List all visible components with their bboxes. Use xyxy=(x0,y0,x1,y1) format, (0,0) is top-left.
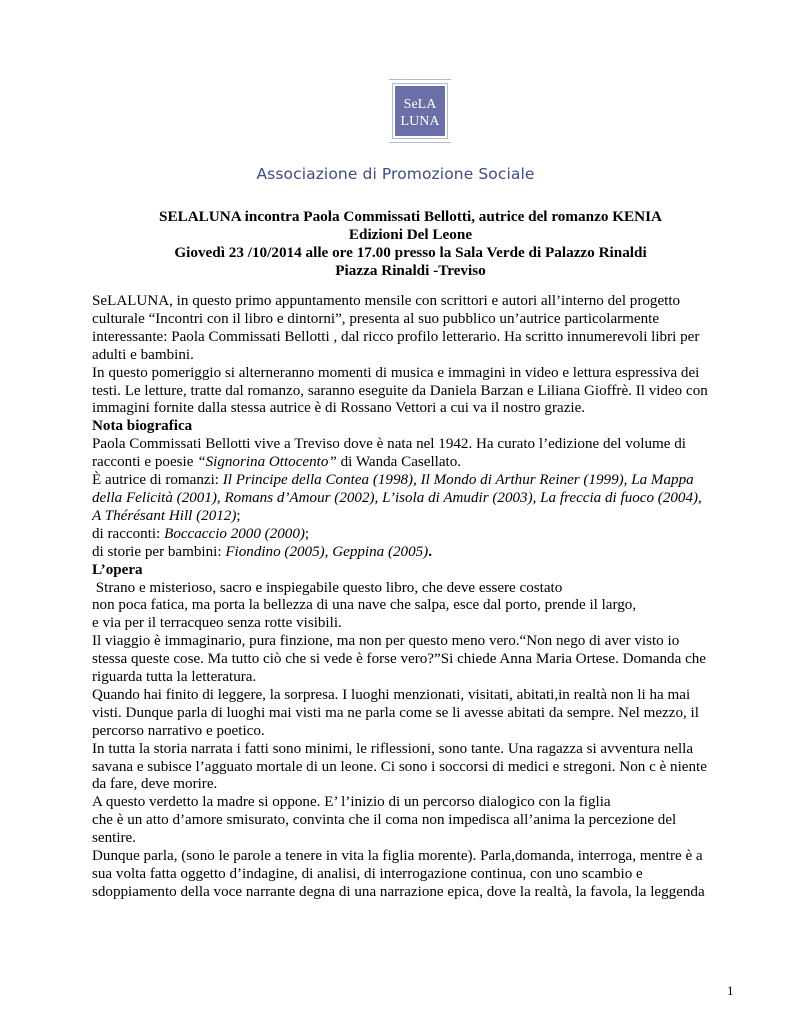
opera-line: e via per il terracqueo senza rotte visibili. xyxy=(92,615,342,632)
opera-line: riguarda tutta la letteratura. xyxy=(92,669,257,686)
novel-titles: A Thérésant Hill (2012) xyxy=(92,507,237,524)
opera-line: visti. Dunque parla di luoghi mai visti ma ne parla come se li avesse abitati da sempre. Nel mezzo, il xyxy=(92,704,699,721)
intro-line: In questo pomeriggio si alterneranno momenti di musica e immagini in video e lettura espressiva dei xyxy=(92,364,700,381)
opera-line: savana e subisce l’agguato mortale di un leone. Ci sono i soccorsi di medici e stregoni. Non c è niente xyxy=(92,758,707,775)
heading-line-1: SELALUNA incontra Paola Commissati Bellotti, autrice del romanzo KENIA xyxy=(159,208,662,225)
opera-line: Il viaggio è immaginario, pura finzione, ma non per questo meno vero.“Non nego di aver visto io xyxy=(92,633,680,650)
bio-text: di Wanda Casellato. xyxy=(336,454,462,471)
opera-line: In tutta la storia narrata i fatti sono minimi, le riflessioni, sono tante. Una ragazza si avventura nella xyxy=(92,740,694,757)
logo-text-top: SeLA xyxy=(403,97,437,112)
association-subtitle: Associazione di Promozione Sociale xyxy=(256,165,535,183)
story-titles: Boccaccio 2000 (2000) xyxy=(164,525,305,542)
opera-line: percorso narrativo e poetico. xyxy=(92,722,265,739)
opera-line: sdoppiamento della voce narrante degna di una narrazione epica, dove la realtà, la favola, la leggenda xyxy=(92,883,705,900)
bio-line: Paola Commissati Bellotti vive a Treviso dove è nata nel 1942. Ha curato l’edizione del volume di xyxy=(92,436,686,453)
opera-line: Quando hai finito di leggere, la sorpresa. I luoghi menzionati, visitati, abitati,in realtà non li ha mai xyxy=(92,686,691,703)
bio-text: . xyxy=(428,543,432,560)
bio-text: racconti e poesie xyxy=(92,454,198,471)
bio-line xyxy=(92,508,732,526)
page-number: 1 xyxy=(727,983,734,998)
intro-line: adulti e bambini. xyxy=(92,346,194,363)
bio-line xyxy=(92,526,732,544)
heading-line-2: Edizioni Del Leone xyxy=(348,226,473,243)
intro-line: SeLALUNA, in questo primo appuntamento mensile con scrittori e autori all’interno del progetto xyxy=(92,293,681,309)
document-body xyxy=(92,293,732,902)
novel-titles: Il Principe della Contea (1998), Il Mondo di Arthur Reiner (1999), La Mappa xyxy=(222,472,694,489)
book-title: “Signorina Ottocento” xyxy=(197,454,337,471)
opera-line: sentire. xyxy=(92,830,137,847)
intro-line: testi. Le letture, tratte dal romanzo, saranno eseguite da Daniela Barzan e Liliana Gioffrè. Il video con xyxy=(92,382,708,399)
bio-text: di storie per bambini: xyxy=(92,543,226,560)
logo-bottom-rule xyxy=(389,142,451,143)
heading-line-3: Giovedì 23 /10/2014 alle ore 17.00 presso la Sala Verde di Palazzo Rinaldi xyxy=(174,244,647,261)
intro-line: culturale “Incontri con il libro e dintorni”, presenta al suo pubblico un’autrice particolarmente xyxy=(92,310,660,327)
selaluna-logo xyxy=(392,83,448,139)
bio-line xyxy=(92,544,732,562)
bio-text: È autrice di romanzi: xyxy=(92,472,223,489)
opera-line: non poca fatica, ma porta la bellezza di una nave che salpa, esce dal porto, prende il largo, xyxy=(92,597,637,614)
intro-line: immagini fornite dalla stessa autrice è di Rossano Vettori a cui va il nostro grazie. xyxy=(92,400,586,417)
opera-line: da fare, deve morire. xyxy=(92,776,218,793)
opera-line: che è un atto d’amore smisurato, convinta che il coma non impedisca all’anima la percezione del xyxy=(92,812,677,829)
opera-line: A questo verdetto la madre si oppone. E’ l’inizio di un percorso dialogico con la figlia xyxy=(92,794,611,811)
opera-line: sua volta fatta oggetto d’indagine, di analisi, di interrogazione continua, con uno scambio e xyxy=(92,866,643,882)
bio-section-title: Nota biografica xyxy=(92,418,193,435)
bio-line xyxy=(92,472,732,490)
bio-text: ; xyxy=(236,507,241,524)
event-heading xyxy=(0,208,791,280)
bio-text: di racconti: xyxy=(92,525,165,542)
bio-text: ; xyxy=(304,525,310,542)
logo-top-rule xyxy=(389,79,451,80)
intro-line: interessante: Paola Commissati Bellotti , dal ricco profilo letterario. Ha scritto innumerevoli libri per xyxy=(92,328,700,345)
logo-text-bottom: LUNA xyxy=(400,114,440,129)
opera-line: Dunque parla, (sono le parole a tenere in vita la figlia morente). Parla,domanda, interroga, mentre è a xyxy=(92,848,703,865)
kids-titles: Fiondino (2005), Geppina (2005) xyxy=(225,543,429,560)
opera-line: stessa queste cose. Ma tutto ciò che si vede è forse vero?”Si chiede Anna Maria Ortese. Domanda che xyxy=(92,651,707,668)
opera-line: Strano e misterioso, sacro e inspiegabile questo libro, che deve essere costato xyxy=(92,579,563,596)
opera-section-title: L’opera xyxy=(92,561,143,578)
novel-titles: della Felicità (2001), Romans d’Amour (2002), L’isola di Amudir (2003), La freccia di fuoco (2004), xyxy=(92,489,702,506)
heading-line-4: Piazza Rinaldi -Treviso xyxy=(335,262,486,279)
bio-line xyxy=(92,454,732,472)
